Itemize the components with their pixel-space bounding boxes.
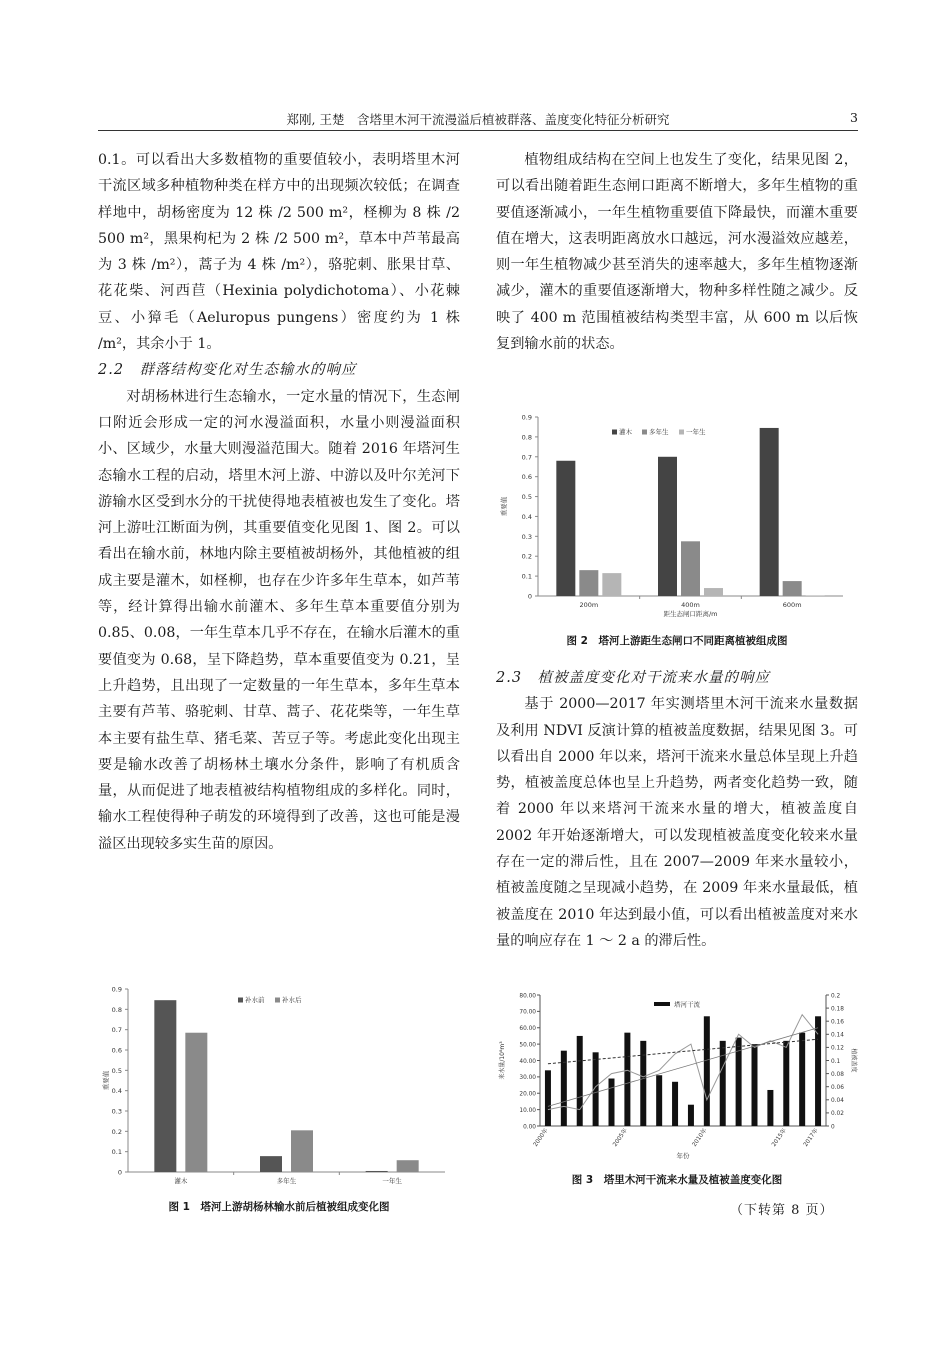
left-column — [98, 147, 460, 857]
left-tick-label: 40.00 — [519, 1058, 536, 1065]
figure-3-caption: 图 3 塔里木河干流来水量及植被盖度变化图 — [571, 1174, 783, 1186]
right-axis-title: 植被盖度 — [850, 1048, 857, 1073]
y-tick-label: 0.1 — [111, 1148, 122, 1157]
bar-一年生-400m — [704, 588, 723, 596]
bar-runoff-2010 — [704, 1016, 710, 1126]
y-tick-label: 0 — [117, 1168, 122, 1177]
figure-2-chart — [496, 412, 858, 624]
left-tick-label: 30.00 — [519, 1075, 536, 1082]
bar-runoff-2002 — [577, 1036, 583, 1126]
y-tick-label: 0.3 — [521, 532, 532, 541]
figure-3-chart — [496, 988, 858, 1163]
figure-3 — [496, 988, 858, 1167]
bar-补水后-多年生 — [291, 1130, 313, 1172]
legend-swatch-一年生 — [679, 430, 684, 435]
legend-label-灌木: 灌木 — [619, 428, 632, 436]
y-tick-label: 0.1 — [521, 572, 532, 581]
left-tick-label: 20.00 — [519, 1091, 536, 1098]
bar-runoff-2014 — [767, 1090, 773, 1126]
y-tick-label: 0.8 — [521, 433, 532, 442]
figure-1 — [98, 982, 460, 1196]
bar-runoff-2008 — [672, 1082, 678, 1126]
bar-runoff-2017 — [815, 1016, 821, 1126]
x-tick-label: 灌木 — [174, 1177, 188, 1185]
x-tick-label: 2017年 — [802, 1127, 820, 1148]
paragraph: 植物组成结构在空间上也发生了变化，结果见图 2，可以看出随着距生态闸口距离不断增大，多年生植物的重要值逐渐减小，一年生植物重要值下降最快，而灌木重要值在增大，这表明距离放水口越远，河水漫溢效应越差，则一年生植物减少甚至消失的速率越大，多年生植物逐渐减少，灌木的重要值逐渐增大，物种多样性随之减少。反映了 400 m 范围植被结构类型丰富，从 600 m 以后恢复到输水前的状态。 — [496, 152, 858, 353]
x-tick-label: 2005年 — [612, 1127, 630, 1148]
trendline-runoff — [548, 1039, 818, 1064]
bar-runoff-2009 — [688, 1105, 694, 1126]
legend-label-补水前: 补水前 — [245, 996, 265, 1004]
bar-补水后-一年生 — [397, 1160, 419, 1172]
bar-runoff-2005 — [624, 1033, 630, 1126]
paragraph: 对胡杨林进行生态输水，一定水量的情况下，生态闸口附近会形成一定的河水漫溢面积，水量小则漫溢面积小、区域少，水量大则漫溢范围大。随着 2016 年塔河生态输水工程的启动，塔里木河上游、中游以及叶尔羌河下游输水区受到水分的干扰使得地表植被也发生了变化。塔河上游吐江断面为例，其重要值变化见图 1、图 2。可以看出在输水前，林地内除主要植被胡杨外，其他植被的组成主要是灌木，如柽柳，也存在少许多年生草本，如芦苇等，经计算得出输水前灌木、多年生草本重要值分别为 0.85、0.08，一年生草本几乎不存在，在输水后灌木的重要值变为 0.68，呈下降趋势，草本重要值变为 0.21，呈上升趋势，且出现了一定数量的一年生草本，多年生草本主要有芦苇、骆驼刺、甘草、蒿子、花花柴等，一年生草本主要有盐生草、猪毛菜、苦豆子等。考虑此变化出现主要是输水改善了胡杨林土壤水分条件，影响了有机质含量，从而促进了地表植被结构植物组成的多样化。同时，输水工程使得种子萌发的环境得到了改善，这也可能是漫溢区出现较多实生苗的原因。 — [98, 388, 460, 852]
x-axis-title: 距生态闸口距离/m — [663, 610, 718, 618]
right-tick-label: 0 — [831, 1124, 835, 1131]
y-tick-label: 0.3 — [111, 1107, 122, 1116]
right-column — [496, 147, 858, 357]
right-tick-label: 0.12 — [831, 1045, 844, 1052]
bar-runoff-2007 — [656, 1075, 662, 1126]
bar-多年生-200m — [579, 570, 598, 596]
legend-label-多年生: 多年生 — [649, 428, 669, 436]
bar-灌木-600m — [760, 428, 779, 596]
figure-2 — [496, 412, 858, 628]
y-tick-label: 0.9 — [111, 985, 122, 994]
header-title: 郑刚, 王楚 含塔里木河干流漫溢后植被群落、盖度变化特征分析研究 — [286, 112, 670, 127]
right-tick-label: 0.1 — [831, 1058, 841, 1065]
bar-灌木-200m — [556, 461, 575, 596]
y-tick-label: 0.4 — [111, 1087, 122, 1096]
bar-runoff-2006 — [640, 1041, 646, 1126]
figure-1-chart — [98, 982, 460, 1192]
left-axis-title: 来水量/10⁸m³ — [499, 1041, 506, 1080]
legend-swatch-多年生 — [642, 430, 647, 435]
right-tick-label: 0.14 — [831, 1032, 844, 1039]
y-tick-label: 0.7 — [521, 453, 532, 462]
trendline-vegetation — [548, 1028, 818, 1107]
y-tick-label: 0 — [527, 592, 532, 601]
right-column-lower — [496, 665, 858, 954]
bar-runoff-2016 — [799, 1033, 805, 1126]
y-tick-label: 0.2 — [111, 1127, 122, 1136]
paragraph: 基于 2000—2017 年实测塔里木河干流来水量数据及利用 NDVI 反演计算的植被盖度数据，结果见图 3。可以看出自 2000 年以来，塔河干流来水量总体呈现上升趋势，植被盖度总体也呈上升趋势，两者变化趋势一致，随着 2000 年以来塔河干流来水量的增大，植被盖度自 2002 年开始逐渐增大，可以发现植被盖度变化较来水量存在一定的滞后性，且在 2007—2009 年来水量较小，植被盖度随之呈现减小趋势，在 2009 年来水量最低，植被盖度在 2010 年达到最小值，可以看出植被盖度对来水量的响应存在 1 ～ 2 a 的滞后性。 — [496, 696, 858, 949]
y-axis-title: 重要值 — [500, 496, 508, 517]
left-tick-label: 10.00 — [519, 1107, 536, 1114]
right-tick-label: 0.08 — [831, 1071, 844, 1078]
y-tick-label: 0.5 — [111, 1066, 122, 1075]
x-tick-label: 2010年 — [691, 1127, 709, 1148]
y-axis-title: 重要值 — [102, 1070, 110, 1091]
x-tick-label: 200m — [579, 601, 599, 609]
x-tick-label: 一年生 — [382, 1177, 402, 1185]
x-tick-label: 多年生 — [276, 1177, 297, 1185]
legend-swatch-补水后 — [275, 998, 280, 1003]
left-tick-label: 80.00 — [519, 993, 536, 1000]
y-tick-label: 0.9 — [521, 413, 532, 422]
legend-label-runoff: 塔河干流 — [674, 1000, 700, 1009]
y-tick-label: 0.4 — [521, 512, 532, 521]
legend-swatch-runoff — [654, 1002, 670, 1006]
x-tick-label: 2000年 — [532, 1127, 550, 1148]
x-tick-label: 600m — [782, 601, 802, 609]
bar-一年生-200m — [602, 573, 621, 596]
running-header — [98, 110, 858, 131]
right-tick-label: 0.16 — [831, 1019, 844, 1026]
continued-note: （下转第 8 页） — [730, 1203, 834, 1218]
bar-一年生-600m — [806, 595, 825, 596]
x-axis-title: 年份 — [676, 1152, 690, 1160]
right-tick-label: 0.02 — [831, 1111, 844, 1118]
page-number: 3 — [850, 110, 858, 125]
left-tick-label: 70.00 — [519, 1009, 536, 1016]
y-tick-label: 0.6 — [521, 473, 532, 482]
bar-runoff-2004 — [609, 1079, 615, 1126]
bar-runoff-2015 — [783, 1041, 789, 1126]
right-tick-label: 0.18 — [831, 1006, 844, 1013]
left-tick-label: 0.00 — [523, 1124, 536, 1131]
section-heading-2-3: 2.3 植被盖度变化对干流来水量的响应 — [496, 670, 771, 686]
paragraph: 0.1。可以看出大多数植物的重要值较小，表明塔里木河干流区域多种植物种类在样方中的出现频次较低；在调查样地中，胡杨密度为 12 株 /2 500 m²，柽柳为 8 株 /2 500 m²，黑果枸杞为 2 株 /2 500 m²，草本中芦苇最高为 3 株 /m²），蒿子为 4 株 /m²），骆驼刺、胀果甘草、花花柴、河西苣（Hexinia polydichotoma）、小花棘豆、小獐毛（Aeluropus pungens）密度约为 1 株 /m²，其余小于 1。 — [98, 152, 460, 353]
x-tick-label: 400m — [681, 601, 700, 609]
y-tick-label: 0.6 — [111, 1046, 122, 1055]
y-tick-label: 0.7 — [111, 1026, 122, 1035]
legend-label-一年生: 一年生 — [686, 428, 706, 436]
bar-灌木-400m — [658, 457, 677, 596]
y-tick-label: 0.2 — [521, 552, 532, 561]
figure-2-caption: 图 2 塔河上游距生态闸口不同距离植被组成图 — [566, 635, 788, 647]
bar-补水后-灌木 — [185, 1033, 207, 1172]
bar-多年生-600m — [783, 581, 802, 596]
bar-多年生-400m — [681, 541, 700, 596]
bar-补水前-多年生 — [260, 1156, 282, 1172]
bar-runoff-2013 — [752, 1044, 758, 1126]
y-tick-label: 0.8 — [111, 1005, 122, 1014]
bar-runoff-2000 — [545, 1070, 551, 1126]
left-tick-label: 50.00 — [519, 1042, 536, 1049]
legend-swatch-补水前 — [238, 998, 243, 1003]
bar-runoff-2011 — [720, 1041, 726, 1126]
section-heading-2-2: 2.2 群落结构变化对生态输水的响应 — [98, 362, 357, 379]
legend-label-补水后: 补水后 — [282, 996, 302, 1004]
legend-swatch-灌木 — [612, 430, 617, 435]
bar-补水前-一年生 — [366, 1171, 388, 1172]
x-tick-label: 2015年 — [771, 1127, 788, 1148]
bar-补水前-灌木 — [154, 1000, 176, 1172]
line-vegetation-cover — [548, 1015, 818, 1110]
right-tick-label: 0.06 — [831, 1085, 844, 1091]
figure-1-caption: 图 1 塔河上游胡杨林输水前后植被组成变化图 — [168, 1201, 390, 1213]
right-tick-label: 0.04 — [831, 1098, 844, 1105]
right-tick-label: 0.2 — [831, 993, 841, 1000]
y-tick-label: 0.5 — [521, 493, 532, 502]
left-tick-label: 60.00 — [519, 1026, 536, 1033]
